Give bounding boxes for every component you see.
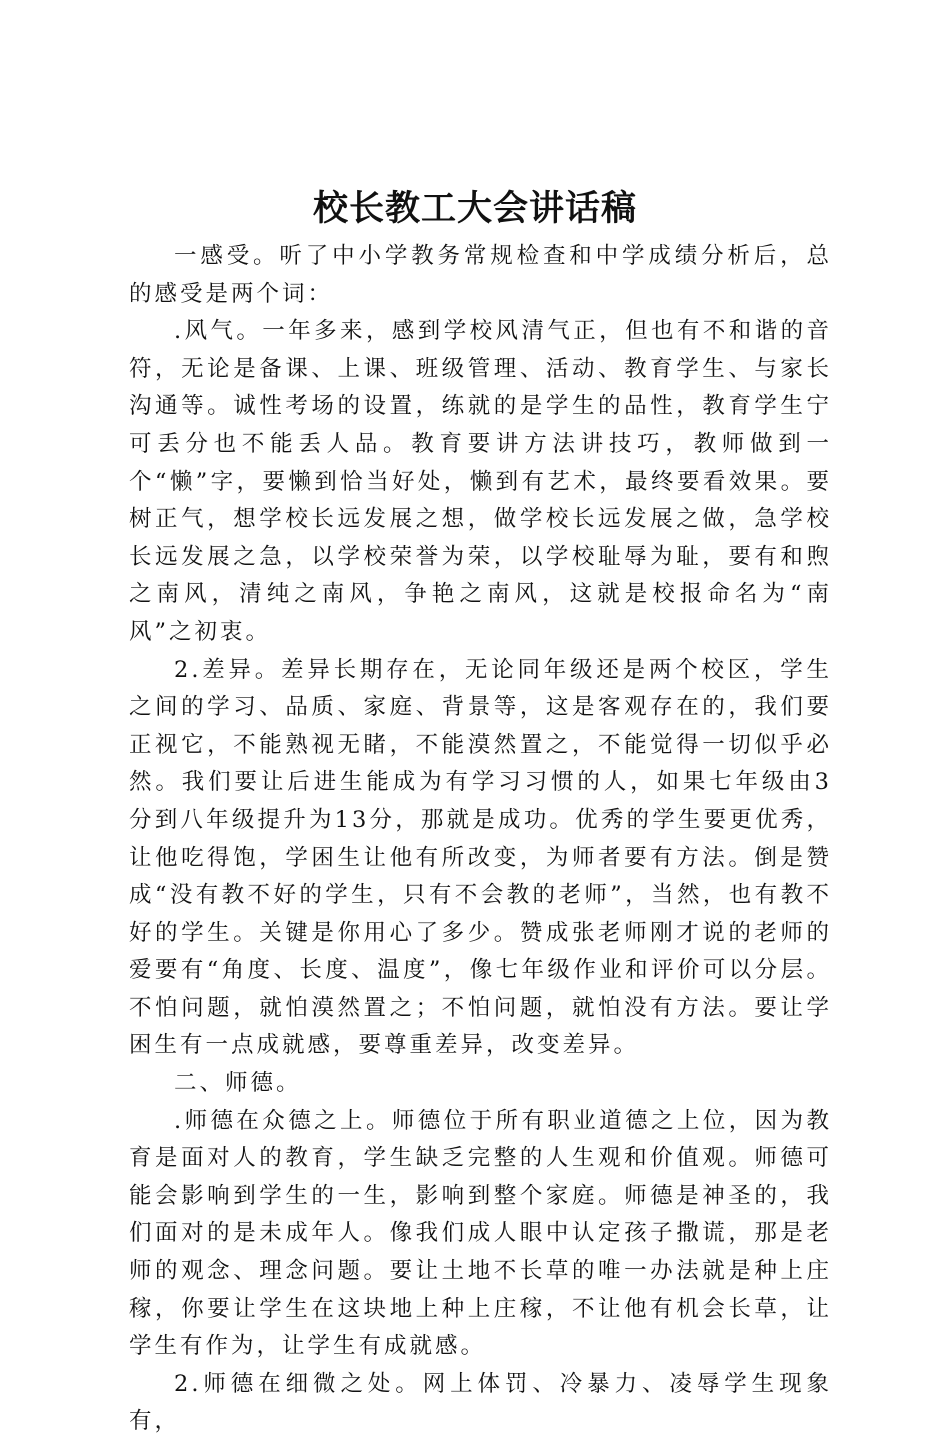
paragraph-difference: 2.差异。差异长期存在，无论同年级还是两个校区，学生之间的学习、品质、家庭、背景等，这是客观存在的，我们要正视它，不能熟视无睹，不能漠然置之，不能觉得一切似乎必然。我们要让后进生能成为有学习习惯的人，如果七年级由3分到八年级提升为13分，那就是成功。优秀的学生要更优秀，让他吃得饱，学困生让他有所改变，为师者要有方法。倒是赞成“没有教不好的学生，只有不会教的老师”，当然，也有教不好的学生。关键是你用心了多少。赞成张老师刚才说的老师的爱要有“角度、长度、温度”，像七年级作业和评价可以分层。不怕问题，就怕漠然置之；不怕问题，就怕没有方法。要让学困生有一点成就感，要尊重差异，改变差异。 [129, 656, 832, 1059]
paragraph-feeling: 一感受。听了中小学教务常规检查和中学成绩分析后，总的感受是两个词： [129, 243, 832, 307]
document-body [129, 238, 832, 1441]
document-title: 校长教工大会讲话稿 [312, 188, 637, 229]
section-heading-ethics: 二、师德。 [174, 1070, 302, 1097]
paragraph-ethics-details: 2.师德在细微之处。网上体罚、冷暴力、凌辱学生现象有， [129, 1370, 832, 1435]
paragraph-atmosphere: .风气。一年多来，感到学校风清气正，但也有不和谐的音符，无论是备课、上课、班级管理、活动、教育学生、与家长沟通等。诚性考场的设置，练就的是学生的品性，教育学生宁可丢分也不能丢人品。教育要讲方法讲技巧，教师做到一个“懒”字，要懒到恰当好处，懒到有艺术，最终要看效果。要树正气，想学校长远发展之想，做学校长远发展之做，急学校长远发展之急，以学校荣誉为荣，以学校耻辱为耻，要有和煦之南风，清纯之南风，争艳之南风，这就是校报命名为“南风”之初衷。 [129, 318, 832, 645]
paragraph-ethics-above: .师德在众德之上。师德位于所有职业道德之上位，因为教育是面对人的教育，学生缺乏完整的人生观和价值观。师德可能会影响到学生的一生，影响到整个家庭。师德是神圣的，我们面对的是未成年人。像我们成人眼中认定孩子撒谎，那是老师的观念、理念问题。要让土地不长草的唯一办法就是种上庄稼，你要让学生在这块地上种上庄稼，不让他有机会长草，让学生有作为，让学生有成就感。 [129, 1107, 832, 1360]
